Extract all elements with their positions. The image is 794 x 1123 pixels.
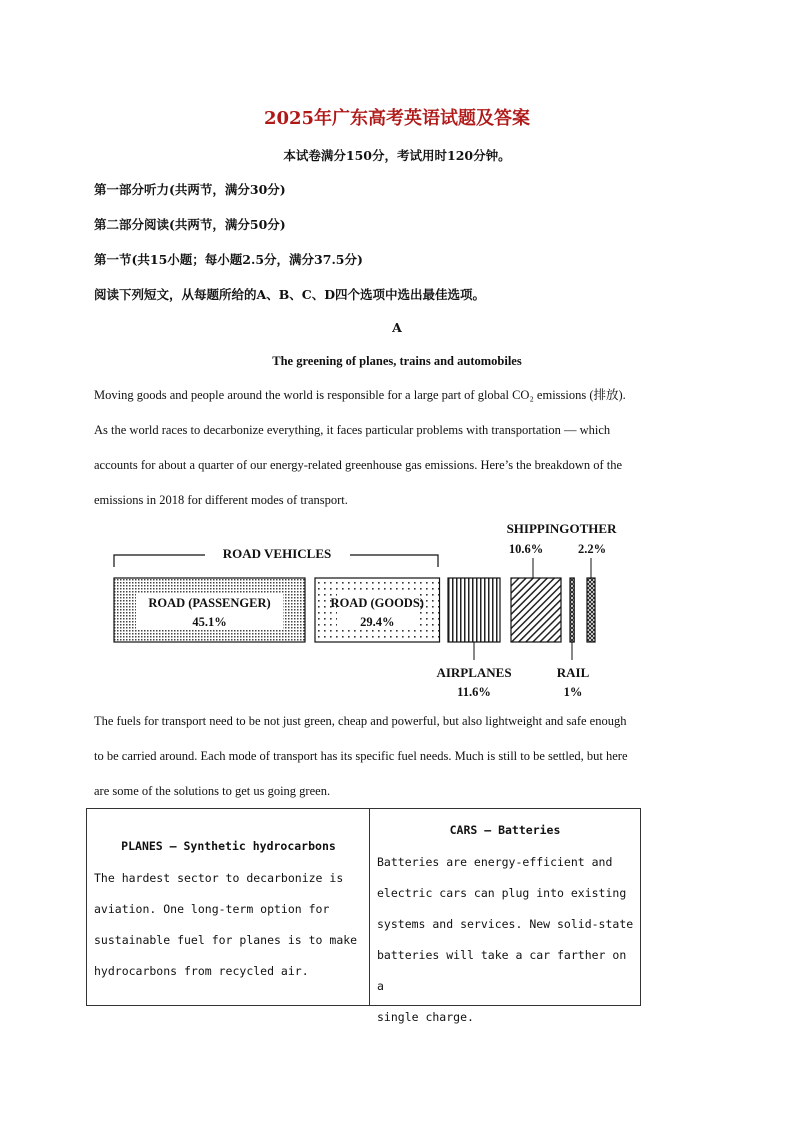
bar-label-road-goods: ROAD (GOODS) [330, 596, 424, 610]
solutions-table [86, 808, 641, 1024]
paragraph-line: Moving goods and people around the world is responsible for a large part of global CO₂ emissions (排放). [94, 388, 626, 402]
paragraph-1 [94, 378, 704, 518]
bar-shipping [511, 578, 561, 642]
table-cell-planes [87, 809, 370, 1005]
bar-label-other: OTHER [569, 521, 617, 536]
value-label-other: 2.2% [577, 542, 607, 556]
paragraph-line: to be carried around. Each mode of transport has its specific fuel needs. Much is still to be settled, but here [94, 749, 628, 763]
cars-body [377, 847, 640, 1033]
table-line: The hardest sector to decarbonize is [94, 871, 344, 885]
bar-label-airplanes: AIRPLANES [436, 665, 512, 680]
cars-heading: CARS — Batteries [449, 823, 561, 837]
value-label-rail: 1% [563, 685, 583, 699]
page-title: 2025年广东高考英语试题及答案 [263, 108, 531, 129]
table-line: batteries will take a car farther on a [377, 948, 627, 993]
passage-label: A [392, 320, 402, 335]
table-line: hydrocarbons from recycled air. [94, 964, 309, 978]
paragraph-line: The fuels for transport need to be not just green, cheap and powerful, but also lightweight and safe enough [94, 714, 627, 728]
value-label-airplanes: 11.6% [457, 685, 491, 699]
passage-title: The greening of planes, trains and automobiles [272, 354, 522, 368]
part2-heading: 第二部分阅读(共两节，满分50分) [94, 217, 286, 232]
value-label-shipping: 10.6% [508, 542, 544, 556]
bar-airplanes [448, 578, 500, 642]
paragraph-line: emissions in 2018 for different modes of transport. [94, 493, 348, 507]
paragraph-2 [94, 704, 704, 809]
exam-info: 本试卷满分150分，考试用时120分钟。 [283, 148, 511, 163]
value-label-road-passenger: 45.1% [192, 615, 227, 629]
paragraph-line: accounts for about a quarter of our energy-related greenhouse gas emissions. Here’s the breakdown of the [94, 458, 623, 472]
planes-heading: PLANES — Synthetic hydrocarbons [121, 839, 336, 853]
planes-body [94, 863, 357, 987]
table-line: electric cars can plug into existing [377, 886, 627, 900]
bar-label-shipping: SHIPPING [506, 521, 570, 536]
value-label-road-goods: 29.4% [360, 615, 395, 629]
table-line: aviation. One long-term option for [94, 902, 330, 916]
road-vehicles-label: ROAD VEHICLES [222, 546, 332, 561]
bar-label-rail: RAIL [556, 665, 590, 680]
table-line: systems and services. New solid-state [377, 917, 634, 931]
paragraph-line: are some of the solutions to get us going green. [94, 784, 331, 798]
emissions-chart [0, 512, 794, 702]
table-cell-cars [370, 809, 640, 1024]
table-line: Batteries are energy-efficient and [377, 855, 613, 869]
table-line: sustainable fuel for planes is to make [94, 933, 358, 947]
bar-other [587, 578, 595, 642]
bar-rail [570, 578, 574, 642]
table-line: single charge. [377, 1010, 474, 1024]
instruction: 阅读下列短文，从每题所给的A、B、C、D四个选项中选出最佳选项。 [94, 287, 486, 302]
part1-heading: 第一部分听力(共两节，满分30分) [94, 182, 286, 197]
section1-heading: 第一节(共15小题；每小题2.5分，满分37.5分) [94, 252, 363, 267]
paragraph-line: As the world races to decarbonize everything, it faces particular problems with transportation — which [94, 423, 611, 437]
bar-label-road-passenger: ROAD (PASSENGER) [148, 596, 271, 610]
